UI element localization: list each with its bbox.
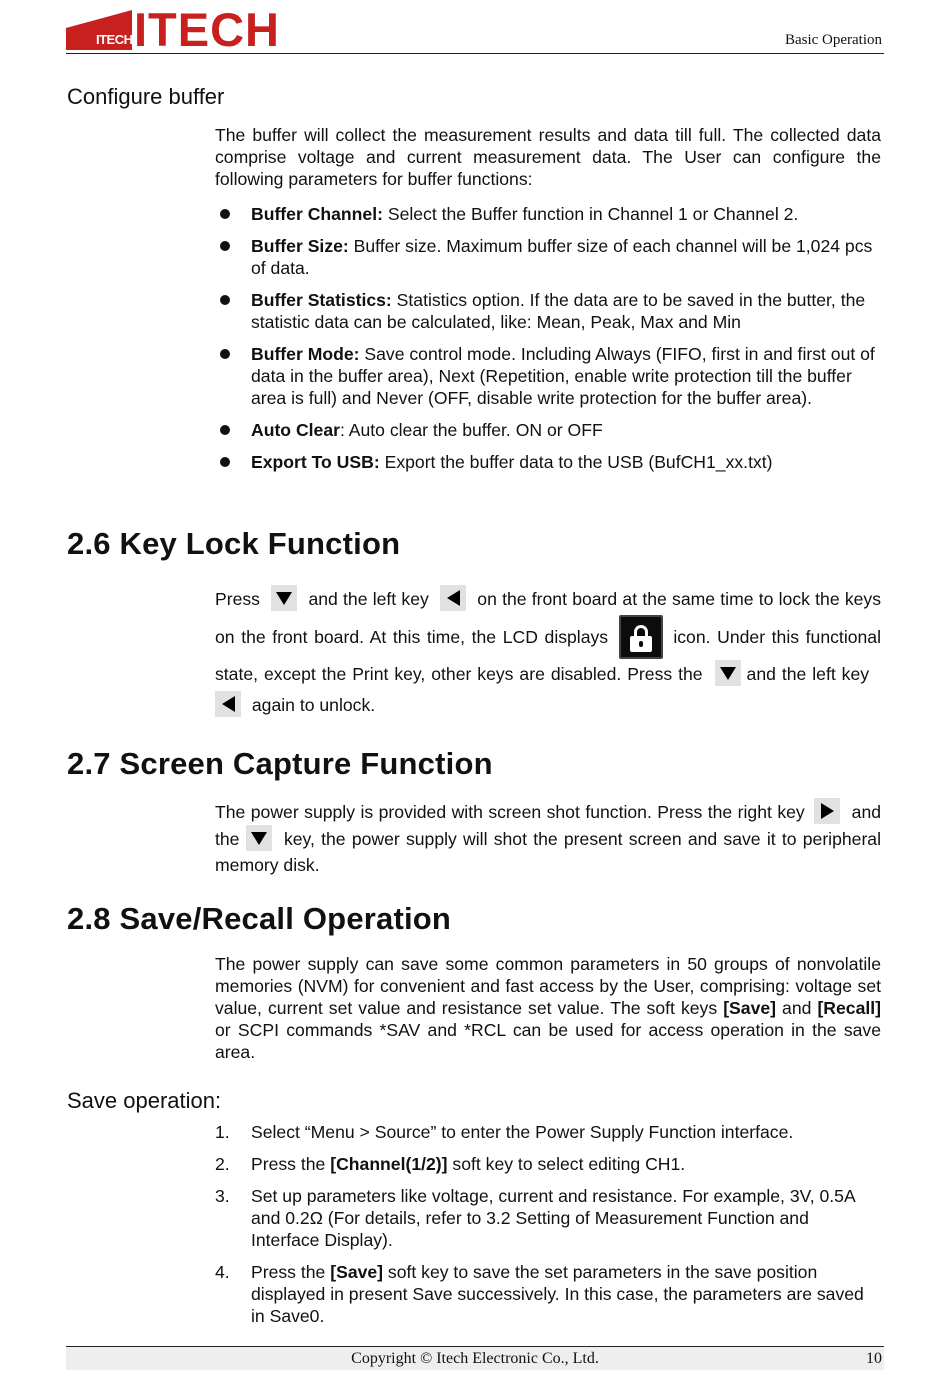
save-recall-heading: 2.8 Save/Recall Operation <box>67 901 452 936</box>
step-key: [Channel(1/2)] <box>330 1154 448 1174</box>
bullet-text: Statistics option. If the data are to be saved in the butter, the statistic data can be calculated, like: Mean, Peak, Max and Min <box>251 290 866 332</box>
bullet-icon <box>220 425 230 435</box>
list-item <box>215 1261 881 1327</box>
lock-icon <box>619 615 663 659</box>
key-lock-text-1: Press <box>215 589 260 609</box>
save-operation-heading: Save operation: <box>67 1088 222 1113</box>
bullet-icon <box>220 295 230 305</box>
key-lock-text-6: again to unlock. <box>251 695 376 715</box>
bullet-term: Buffer Size: <box>251 236 349 256</box>
bullet-icon <box>220 457 230 467</box>
left-key-icon <box>440 585 466 611</box>
list-item <box>215 451 881 473</box>
screen-capture-text <box>215 798 881 878</box>
save-recall-text-1: The power supply can save some common parameters in 50 groups of nonvolatile memories (NVM) for convenient and fast access by the User, comprising: voltage set value, current set value and resistance set value. The soft keys <box>215 954 881 1018</box>
bullet-term: Export To USB: <box>251 452 380 472</box>
list-item <box>215 1121 881 1143</box>
bullet-term: Buffer Mode: <box>251 344 360 364</box>
key-lock-heading: 2.6 Key Lock Function <box>67 526 401 561</box>
step-key: [Save] <box>330 1262 384 1282</box>
step-text: soft key to select editing CH1. <box>447 1154 686 1174</box>
page-header <box>66 3 884 56</box>
configure-buffer-intro: The buffer will collect the measurement results and data till full. The collected data comprise voltage and current measurement data. The User can configure the following parameters for buffer functions: <box>215 125 881 189</box>
right-key-icon <box>814 798 840 824</box>
bullet-term: Auto Clear <box>251 420 340 440</box>
bullet-text: Buffer size. Maximum buffer size of each channel will be 1,024 pcs of data. <box>251 236 873 278</box>
save-recall-text-2: and <box>776 998 818 1018</box>
list-item <box>215 235 881 279</box>
buffer-parameter-list <box>215 203 881 483</box>
save-operation-steps <box>215 1121 881 1337</box>
list-item <box>215 1153 881 1175</box>
itech-logo <box>66 3 280 56</box>
bullet-term: Buffer Channel: <box>251 204 383 224</box>
logo-flag-icon <box>66 10 132 50</box>
logo-small-text: ITECH <box>96 32 133 47</box>
key-lock-text <box>215 584 881 721</box>
key-lock-text-2: and the left key <box>308 589 429 609</box>
step-number: 2. <box>215 1154 230 1174</box>
bullet-icon <box>220 349 230 359</box>
step-text: Set up parameters like voltage, current and resistance. For example, 3V, 0.5A and 0.2Ω (For details, refer to 3.2 Setting of Measurement Function and Interface Display). <box>251 1186 855 1250</box>
configure-buffer-heading: Configure buffer <box>67 84 225 109</box>
down-key-icon <box>715 660 741 686</box>
page-footer <box>66 1346 884 1370</box>
step-number: 4. <box>215 1262 230 1282</box>
list-item <box>215 203 881 225</box>
list-item <box>215 343 881 409</box>
left-key-icon <box>215 691 241 717</box>
save-recall-text <box>215 953 881 1063</box>
bullet-text: : Auto clear the buffer. ON or OFF <box>339 420 603 440</box>
step-text: Select “Menu > Source” to enter the Power Supply Function interface. <box>251 1122 794 1142</box>
logo-text: ITECH <box>134 3 280 56</box>
list-item <box>215 419 881 441</box>
down-key-icon <box>246 825 272 851</box>
step-number: 1. <box>215 1122 230 1142</box>
list-item <box>215 1185 881 1251</box>
bullet-text: Save control mode. Including Always (FIFO, first in and first out of data in the buffer area), Next (Repetition, enable write protection till the buffer area is full) and Never (OFF, disable write protection for the buffer area). <box>251 344 875 408</box>
bullet-text: Select the Buffer function in Channel 1 or Channel 2. <box>382 204 799 224</box>
save-key-label: [Save] <box>723 998 776 1018</box>
bullet-text: Export the buffer data to the USB (BufCH1_xx.txt) <box>379 452 773 472</box>
page-number: 10 <box>866 1350 882 1367</box>
step-text: soft key to save the set parameters in the save position displayed in present Save successively. In this case, the parameters are saved in Save0. <box>251 1262 864 1326</box>
down-key-icon <box>271 585 297 611</box>
screen-capture-text-1: The power supply is provided with screen shot function. Press the right key <box>215 802 805 822</box>
screen-capture-text-2: and the <box>215 802 882 849</box>
list-item <box>215 289 881 333</box>
recall-key-label: [Recall] <box>817 998 881 1018</box>
step-text: Press the <box>251 1154 331 1174</box>
bullet-icon <box>220 209 230 219</box>
header-section-title: Basic Operation <box>784 32 882 48</box>
bullet-term: Buffer Statistics: <box>251 290 392 310</box>
key-lock-text-4: icon. Under this functional state, except the Print key, other keys are disabled. Press the <box>215 627 881 684</box>
screen-capture-heading: 2.7 Screen Capture Function <box>67 746 493 781</box>
key-lock-text-3: on the front board at the same time to lock the keys on the front board. At this time, the LCD displays <box>215 589 882 647</box>
copyright-text: Copyright © Itech Electronic Co., Ltd. <box>351 1350 599 1367</box>
bullet-icon <box>220 241 230 251</box>
step-text: Press the <box>251 1262 331 1282</box>
step-number: 3. <box>215 1186 230 1206</box>
save-recall-text-3: or SCPI commands *SAV and *RCL can be used for access operation in the save area. <box>215 1020 881 1062</box>
key-lock-text-5: and the left key <box>746 664 870 684</box>
screen-capture-text-3: key, the power supply will shot the present screen and save it to peripheral memory disk. <box>215 829 881 875</box>
